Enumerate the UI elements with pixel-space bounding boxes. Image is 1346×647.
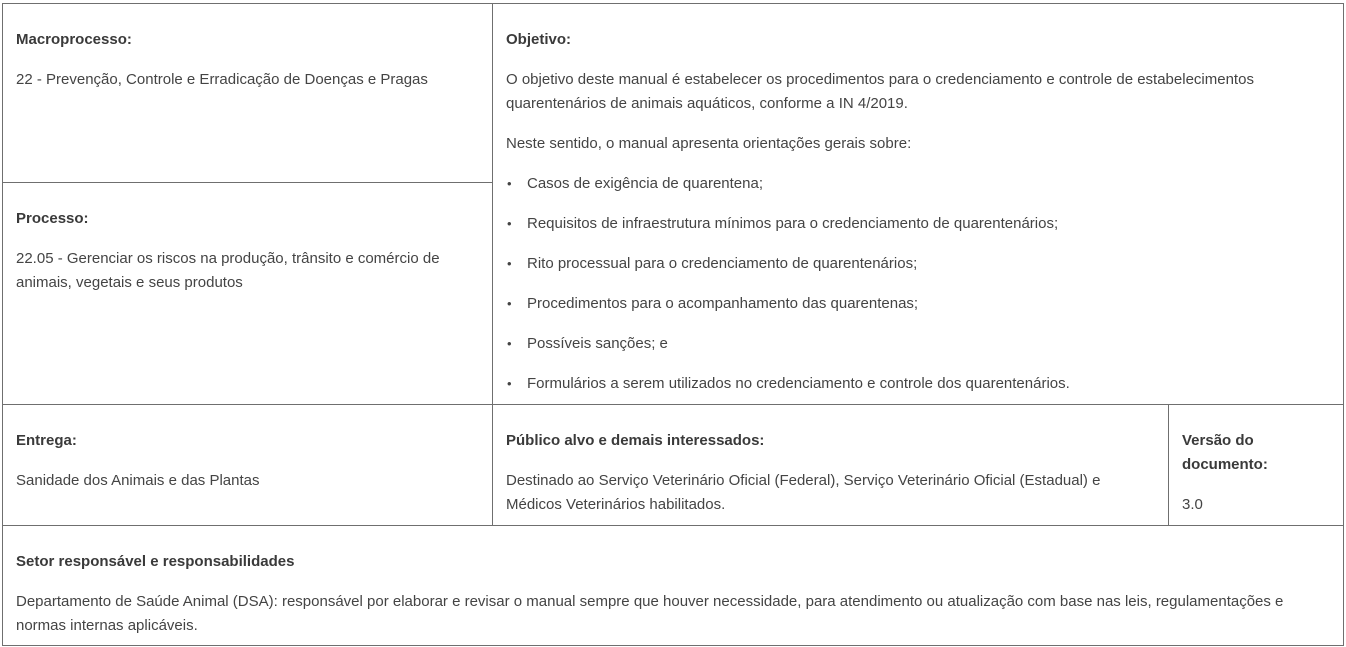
bullet-icon: •	[507, 336, 512, 351]
list-item	[506, 212, 1330, 236]
setor-label: Setor responsável e responsabilidades	[16, 553, 295, 570]
list-item-text: Casos de exigência de quarentena;	[527, 175, 764, 192]
macroprocesso-value: 22 - Prevenção, Controle e Erradicação de Doenças e Pragas	[16, 71, 428, 88]
macroprocesso-cell	[3, 4, 493, 182]
objetivo-cell	[492, 4, 1343, 405]
versao-cell	[1168, 404, 1343, 526]
setor-cell	[3, 525, 1343, 645]
setor-value: Departamento de Saúde Animal (DSA): responsável por elaborar e revisar o manual sempre que houver necessidade, para atendimento ou atualização com base nas leis, regulamentações e normas internas aplicáveis.	[16, 593, 1284, 634]
processo-label: Processo:	[16, 210, 89, 227]
objetivo-label: Objetivo:	[506, 31, 572, 48]
bullet-icon: •	[507, 296, 512, 311]
list-item	[506, 292, 1330, 316]
publico-cell	[492, 404, 1169, 526]
processo-value: 22.05 - Gerenciar os riscos na produção, trânsito e comércio de animais, vegetais e seus produtos	[16, 250, 440, 291]
objetivo-list	[506, 172, 1330, 396]
entrega-value: Sanidade dos Animais e das Plantas	[16, 472, 260, 489]
list-item-text: Formulários a serem utilizados no credenciamento e controle dos quarentenários.	[527, 375, 1070, 392]
bullet-icon: •	[507, 256, 512, 271]
list-item	[506, 332, 1330, 356]
versao-label: Versão do documento:	[1182, 432, 1268, 473]
publico-value: Destinado ao Serviço Veterinário Oficial (Federal), Serviço Veterinário Oficial (Estadual) e Médicos Veterinários habilitados.	[506, 472, 1101, 513]
info-table	[2, 3, 1344, 646]
processo-cell	[3, 182, 493, 405]
list-item-text: Rito processual para o credenciamento de quarentenários;	[527, 255, 918, 272]
bullet-icon: •	[507, 376, 512, 391]
versao-value: 3.0	[1182, 496, 1203, 513]
publico-label: Público alvo e demais interessados:	[506, 432, 765, 449]
list-item-text: Possíveis sanções; e	[527, 335, 668, 352]
bullet-icon: •	[507, 176, 512, 191]
list-item-text: Requisitos de infraestrutura mínimos para o credenciamento de quarentenários;	[527, 215, 1059, 232]
list-item	[506, 172, 1330, 196]
list-item	[506, 372, 1330, 396]
bullet-icon: •	[507, 216, 512, 231]
objetivo-intro: Neste sentido, o manual apresenta orientações gerais sobre:	[506, 135, 912, 152]
objetivo-paragraph: O objetivo deste manual é estabelecer os procedimentos para o credenciamento e controle de estabelecimentos quarentenários de animais aquáticos, conforme a IN 4/2019.	[506, 71, 1254, 112]
list-item-text: Procedimentos para o acompanhamento das quarentenas;	[527, 295, 919, 312]
macroprocesso-label: Macroprocesso:	[16, 31, 132, 48]
list-item	[506, 252, 1330, 276]
entrega-label: Entrega:	[16, 432, 77, 449]
entrega-cell	[3, 404, 493, 526]
